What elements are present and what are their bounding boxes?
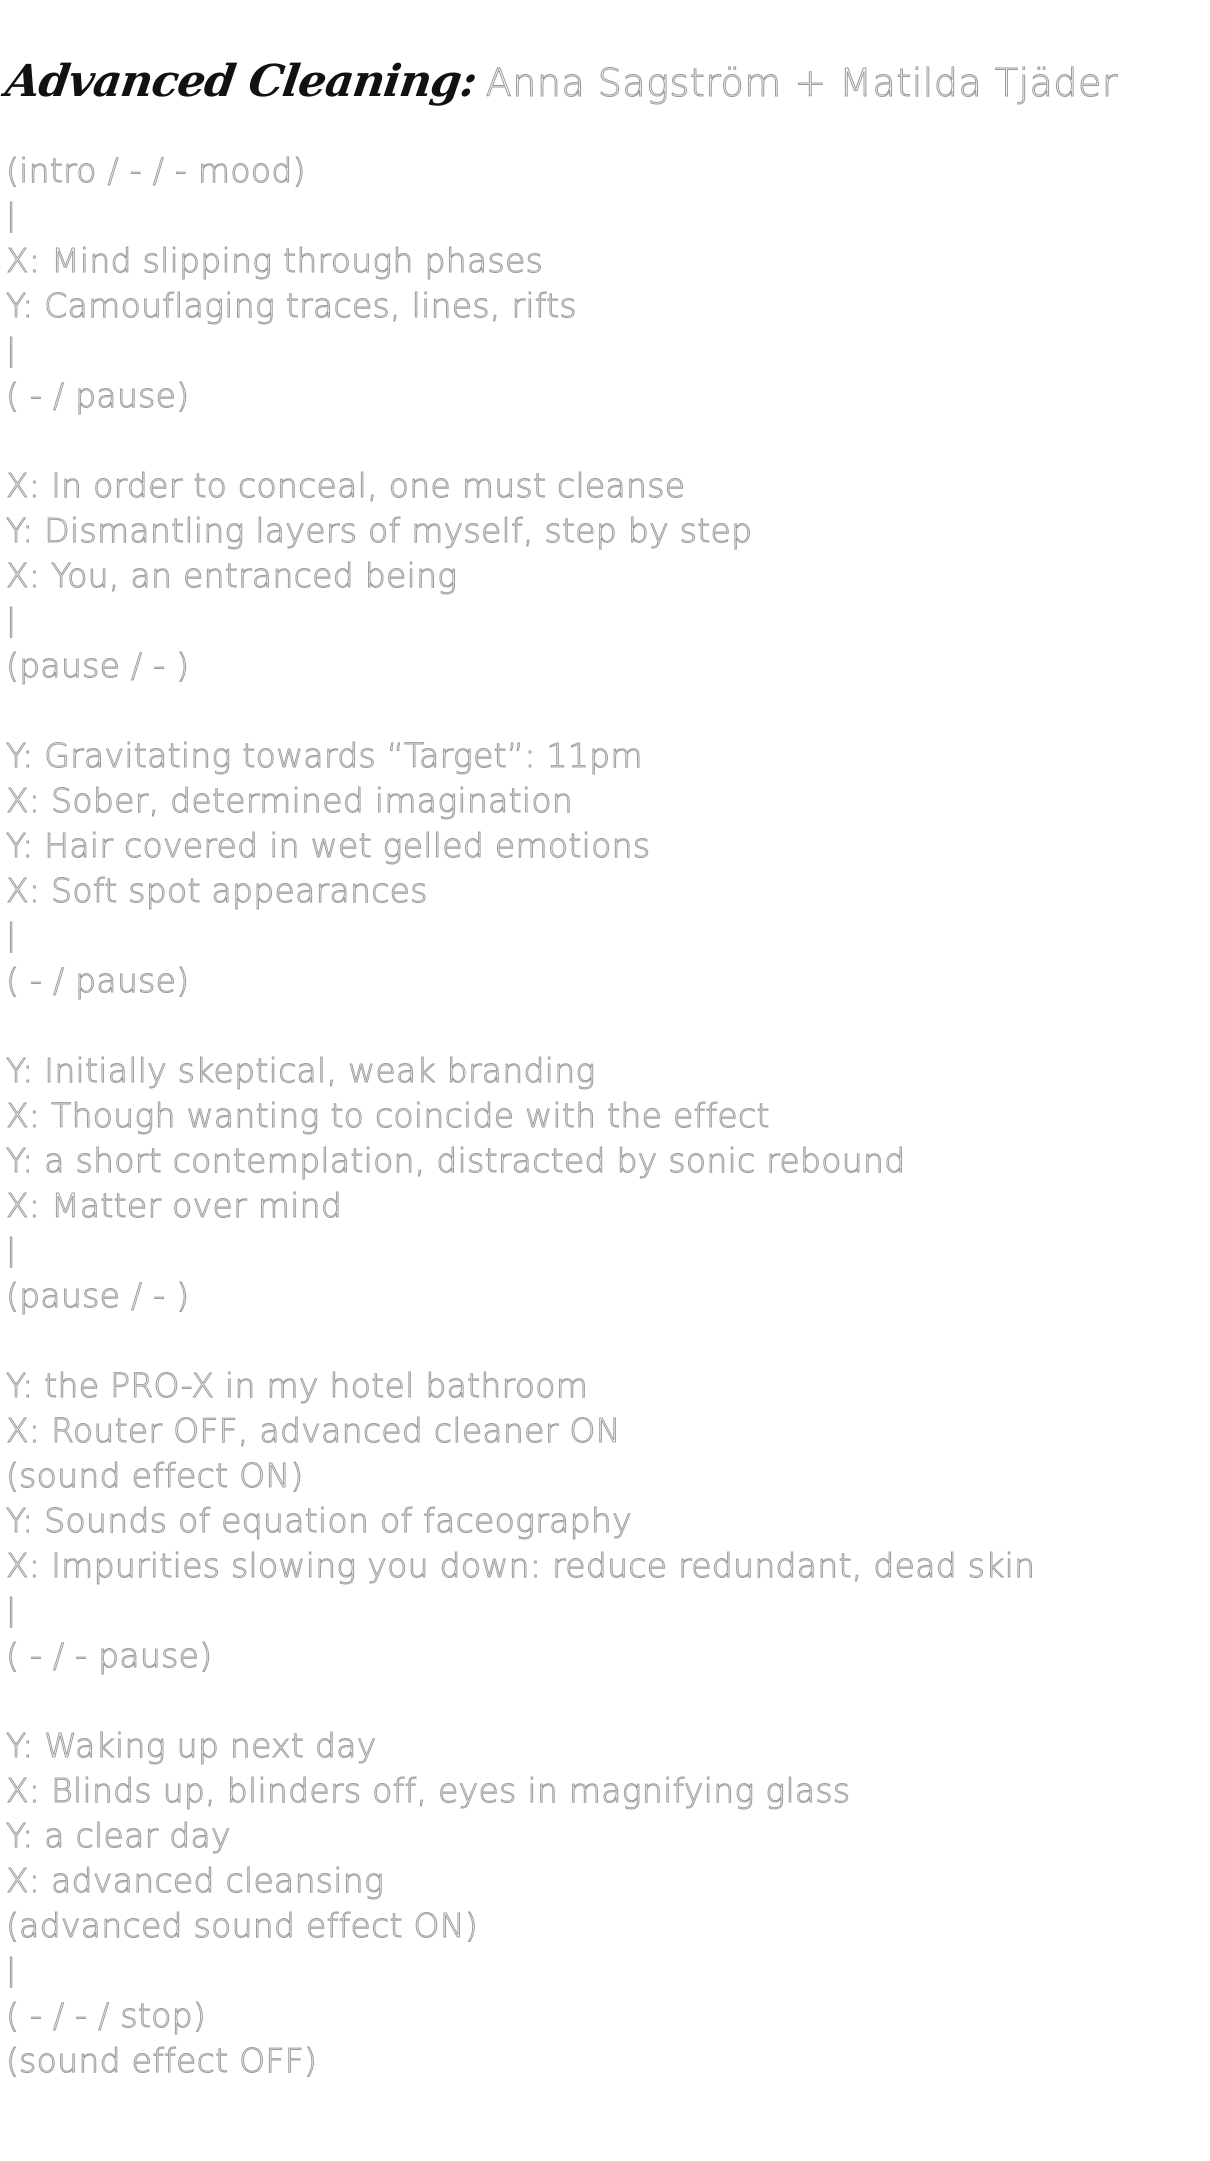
divider-mark: | <box>6 603 17 638</box>
poem-line: Y: Hair covered in wet gelled emotions <box>6 826 651 865</box>
poem-line: (pause / - ) <box>6 646 190 685</box>
poem-line: ( - / pause) <box>6 376 190 415</box>
poem-line: X: Soft spot appearances <box>6 871 428 910</box>
poem-line: ( - / - pause) <box>6 1636 213 1675</box>
stanza-gap <box>6 688 1201 733</box>
poem-line: Y: Sounds of equation of faceography <box>6 1501 632 1540</box>
poem-line: X: advanced cleansing <box>6 1861 385 1900</box>
poem-line: X: Blinds up, blinders off, eyes in magnifying glass <box>6 1771 851 1810</box>
divider-mark: | <box>6 918 17 953</box>
poem-line: X: You, an entranced being <box>6 556 458 595</box>
divider-mark: | <box>6 198 17 233</box>
poem-line: Y: a short contemplation, distracted by sonic rebound <box>6 1141 906 1180</box>
poem-line: Y: Gravitating towards “Target”: 11pm <box>6 736 643 775</box>
poem-line: Y: the PRO-X in my hotel bathroom <box>6 1366 589 1405</box>
poem-line: Y: Initially skeptical, weak branding <box>6 1051 596 1090</box>
poem-line: (sound effect OFF) <box>6 2041 318 2080</box>
poem-line: Y: Camouflaging traces, lines, rifts <box>6 286 577 325</box>
poem-line: X: Sober, determined imagination <box>6 781 574 820</box>
poem-line: (intro / - / - mood) <box>6 151 306 190</box>
poem-body <box>6 148 1201 2083</box>
poem-line: X: Matter over mind <box>6 1186 343 1225</box>
poem-line: X: Impurities slowing you down: reduce redundant, dead skin <box>6 1546 1036 1585</box>
poem-line: X: In order to conceal, one must cleanse <box>6 466 686 505</box>
poem-line: X: Mind slipping through phases <box>6 241 544 280</box>
poem-line: (pause / - ) <box>6 1276 190 1315</box>
page-title <box>2 52 1119 122</box>
stanza-gap <box>6 1318 1201 1363</box>
poem-line: Y: a clear day <box>6 1816 231 1855</box>
poem-line: Y: Waking up next day <box>6 1726 377 1765</box>
poem-line: X: Router OFF, advanced cleaner ON <box>6 1411 621 1450</box>
divider-mark: | <box>6 1953 17 1988</box>
poem-line: X: Though wanting to coincide with the effect <box>6 1096 770 1135</box>
divider-mark: | <box>6 1233 17 1268</box>
title-text: Advanced Cleaning: <box>2 56 480 107</box>
divider-mark: | <box>6 333 17 368</box>
stanza-gap <box>6 418 1201 463</box>
divider-mark: | <box>6 1593 17 1628</box>
authors-text: Anna Sagström + Matilda Tjäder <box>485 61 1119 105</box>
stanza-gap <box>6 1003 1201 1048</box>
poem-line: ( - / - / stop) <box>6 1996 207 2035</box>
stanza-gap <box>6 1678 1201 1723</box>
poem-line: ( - / pause) <box>6 961 190 1000</box>
poem-line: (advanced sound effect ON) <box>6 1906 478 1945</box>
poem-line: (sound effect ON) <box>6 1456 304 1495</box>
poem-line: Y: Dismantling layers of myself, step by step <box>6 511 753 550</box>
